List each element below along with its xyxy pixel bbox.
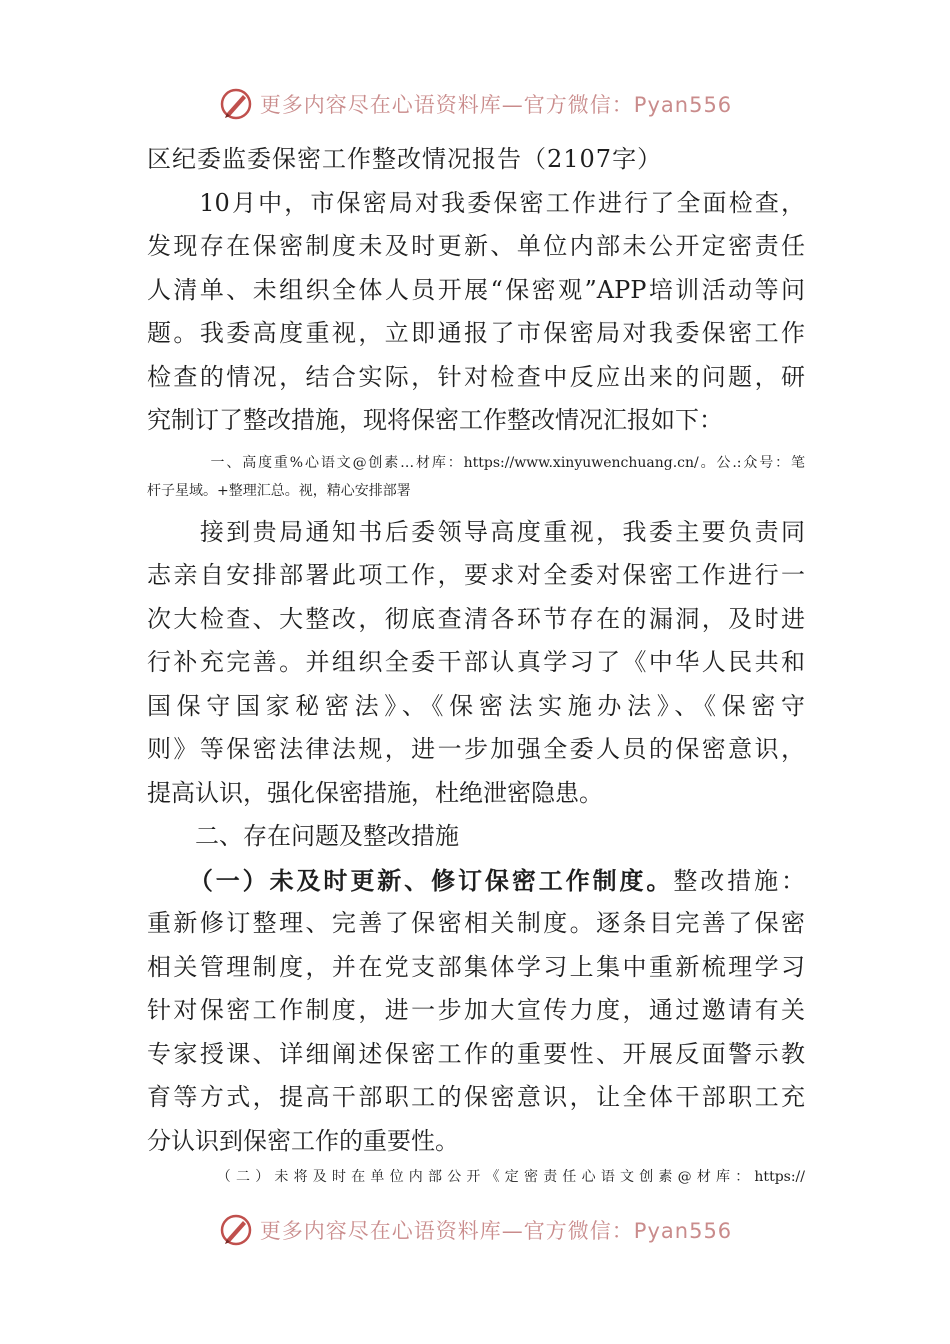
paragraph-line: 志亲自安排部署此项工作，要求对全委对保密工作进行一 <box>147 561 805 589</box>
paragraph-line: 国保守国家秘密法》、《保密法实施办法》、《保密守 <box>147 691 805 720</box>
intro-line: 10月中，市保密局对我委保密工作进行了全面检查， <box>147 188 805 217</box>
intro-line: 究制订了整改措施，现将保密工作整改情况汇报如下： <box>147 406 723 434</box>
paragraph-line: 针对保密工作制度，进一步加大宣传力度，通过邀请有关 <box>147 996 805 1024</box>
paragraph-line: 重新修订整理、完善了保密相关制度。逐条目完善了保密 <box>147 909 805 937</box>
pen-circle-logo-icon <box>218 86 254 122</box>
intro-line: 人清单、未组织全体人员开展“保密观”APP培训活动等问 <box>147 275 805 304</box>
paragraph-line: 相关管理制度，并在党支部集体学习上集中重新梳理学习 <box>147 952 805 981</box>
paragraph-line: 次大检查、大整改，彻底查清各环节存在的漏洞，及时进 <box>147 604 805 633</box>
section2-heading: 二、存在问题及整改措施 <box>147 822 459 850</box>
paragraph-line: 分认识到保密工作的重要性。 <box>147 1126 459 1155</box>
document-body <box>147 138 805 1191</box>
paragraph-line: 提高认识，强化保密措施，杜绝泄密隐患。 <box>147 778 603 807</box>
section3-heading-line: （二）未将及时在单位内部公开《定密责任心语文创素@材库：https:// <box>147 1169 805 1185</box>
section1-heading-line: 一、高度重%心语文@创素…材库：https://www.xinyuwenchuang.cn/。公.:众号：笔 <box>147 454 805 471</box>
paragraph-line: 专家授课、详细阐述保密工作的重要性、开展反面警示教 <box>147 1039 805 1068</box>
subheading-1-title: （一）未及时更新、修订保密工作制度。 <box>147 865 674 895</box>
paragraph-line: 接到贵局通知书后委领导高度重视，我委主要负责同 <box>147 517 805 546</box>
intro-line: 检查的情况，结合实际，针对检查中反应出来的问题，研 <box>147 362 805 391</box>
pen-circle-logo-icon <box>218 1212 254 1248</box>
paragraph-line: 育等方式，提高干部职工的保密意识，让全体干部职工充 <box>147 1083 805 1111</box>
intro-line: 题。我委高度重视，立即通报了市保密局对我委保密工作 <box>147 319 805 347</box>
top-watermark-banner <box>0 84 950 124</box>
subheading-1-lead: 整改措施： <box>673 866 805 895</box>
bottom-watermark-banner <box>0 1210 950 1250</box>
subheading-1 <box>147 859 805 903</box>
banner-text: 更多内容尽在心语资料库—官方微信：Pyan556 <box>259 1219 733 1243</box>
intro-line: 发现存在保密制度未及时更新、单位内部未公开定密责任 <box>147 232 805 260</box>
section1-heading-line: 杆子星域。+整理汇总。视，精心安排部署 <box>147 482 411 499</box>
paragraph-line: 行补充完善。并组织全委干部认真学习了《中华人民共和 <box>147 648 805 676</box>
banner-text: 更多内容尽在心语资料库—官方微信：Pyan556 <box>259 93 733 117</box>
paragraph-line: 则》等保密法律法规，进一步加强全委人员的保密意识， <box>147 735 805 763</box>
document-title: 区纪委监委保密工作整改情况报告（2107字） <box>147 145 663 173</box>
